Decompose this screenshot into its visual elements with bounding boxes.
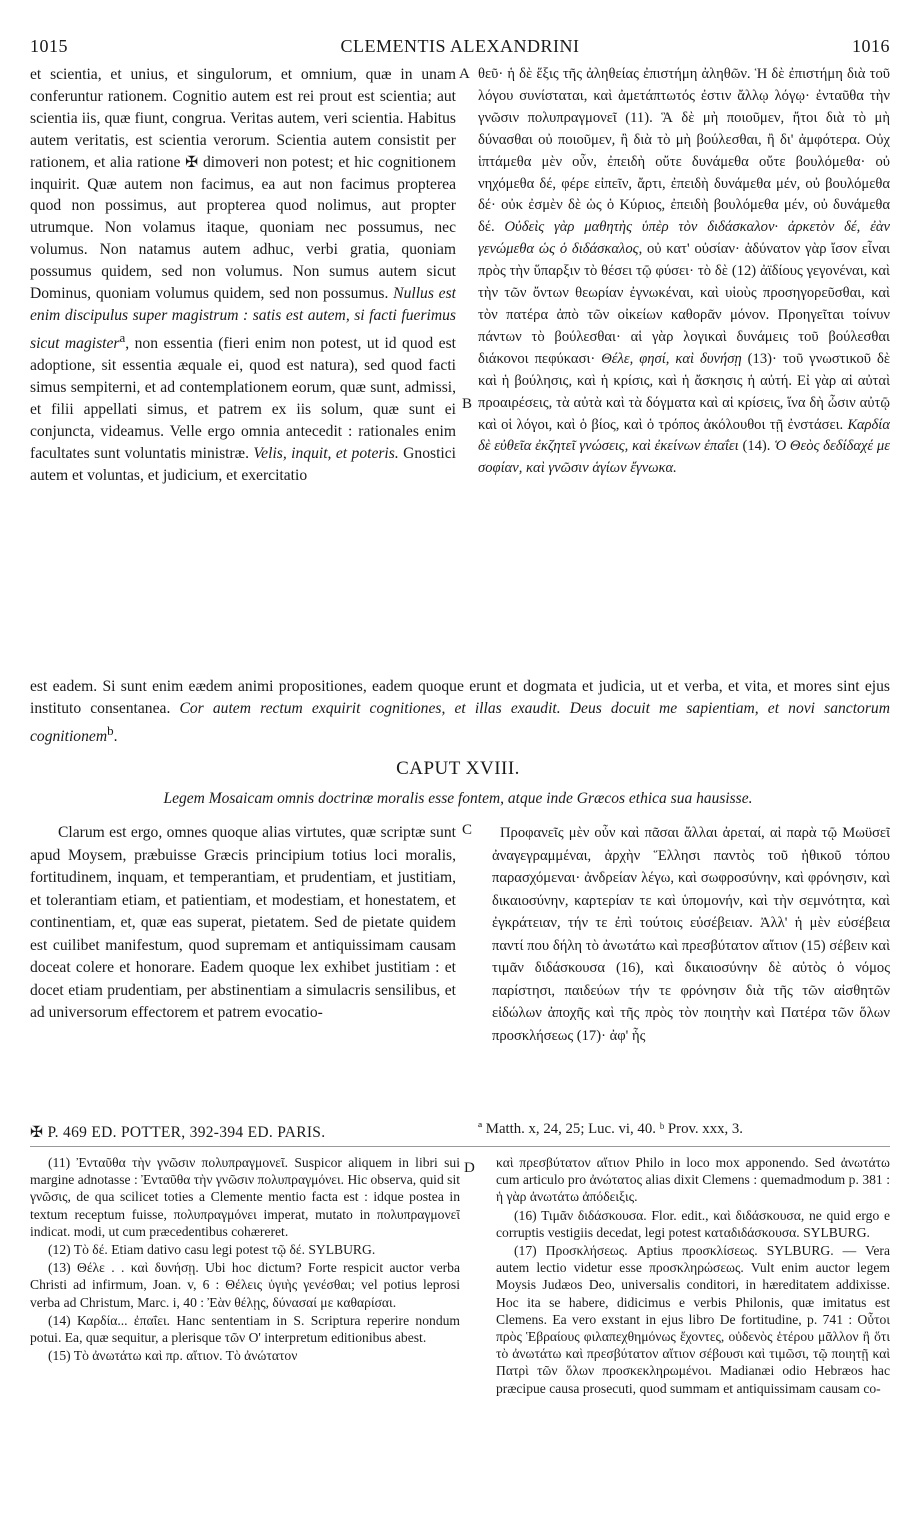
latin-paragraph: et scientia, et unius, et singulorum, et omnium, quæ in unam conferuntur rationem. Cognitio autem est rei prout est scientia; aut scientia iis, quæ fiunt, congrua. Veritas autem, veri scientia. Habitus autem veritatis, est scientia verorum. Scientia autem consistit per rationem, et alia ratione ✠ dimoveri non potest; et hic cognitionem inquirit. Quæ autem non facimus, ea aut non facimus propterea quod non possimus, aut propterea quod nolimus, aut propter utrumque. Non volamus itaque, quoniam nec possumus, nec volumus. Non natamus autem adhuc, verbi gratia, quoniam possumus quidem, sed non volumus. Non sumus autem sicut Dominus, quoniam volumus quidem, sed non possumus. Nullus est enim discipulus super magistrum : satis est autem, si facti fuerimus sicut magister$^a$, non essentia (fieri enim non potest, ut id quod est adoptione, sit essentia æquale ei, quod est natura), sed quod facti simus sempiterni, et ad contemplationem eorum, quæ sunt, admissi, et filii appellati simus, et patrem ex iis solum, quæ sunt ei conjuncta, videamus. Velle ergo omnia antecedit : rationales enim facultates sunt voluntatis ministræ. Velis, inquit, et poteris. Gnostici autem et voluntas, et judicium, et exercitatio: [30, 66, 456, 484]
footnote: (12) Τὸ δέ. Etiam dativo casu legi potest τῷ δέ. SYLBURG.: [48, 1242, 376, 1258]
running-title: CLEMENTIS ALEXANDRINI: [340, 36, 580, 56]
latin-column-2: [30, 822, 456, 1025]
scripture-references: ª Matth. x, 24, 25; Luc. vi, 40. ᵇ Prov. xxx, 3.: [478, 1121, 743, 1137]
margin-mark-b: B: [462, 396, 473, 412]
latin-full-width-continuation: est eadem. Si sunt enim eædem animi propositiones, eadem quoque erunt et dogmata et judicia, ut et verba, et vita, et mores sint ejus instituto consentanea. Cor autem rectum exquirit cognitiones, et illas exaudit. Deus docuit me sapientiam, et novi sanctorum cognitionem$^b$.: [30, 678, 890, 745]
running-header: [30, 36, 890, 62]
latin-quote: Cor autem rectum exquirit cognitiones, et illas exaudit. Deus docuit me sapientiam, et novi sanctorum cognitionem: [30, 699, 890, 745]
latin-quote: Nullus est enim discipulus super magistrum : satis est autem, si facti fuerimus sicut magister: [30, 285, 456, 353]
latin-paragraph: Clarum est ergo, omnes quoque alias virtutes, quæ scriptæ sunt apud Moysem, præbuisse Græcis principium totius loci moralis, fortitudinem, inquam, et temperantiam, et prudentiam, et justitiam, et tolerantiam etiam, et patientiam, et modestiam, et honestatem, et continentiam, et, quæ eas superat, pietatem. Sed de pietate quidem est cuilibet manifestum, quod supremam et antiquissimam causam doceat colere et honorare. Eadem quoque lex exhibet justitiam : et docet etiam prudentiam, per abstinentiam a simulacris sensilibus, et ad universorum effectorem et patrem evocatio-: [30, 824, 456, 1021]
greek-quote: Καρδία δὲ εὐθεῖα ἐκζητεῖ γνώσεις, καὶ ἐκείνων ἐπαΐει: [478, 416, 890, 455]
greek-column-2: [492, 822, 890, 1047]
greek-paragraph: θεῦ· ἡ δὲ ἕξις τῆς ἀληθείας ἐπιστήμη ἀληθῶν. Ἡ δὲ ἐπιστήμη διὰ τοῦ λόγου συνίσταται, καὶ ἀμετάπτωτός ἐστιν ἄλλῳ λόγῳ· ἐνταῦθα τὴν γνῶσιν πολυπραγμονεῖ (11). Ἃ δὲ μὴ ποιοῦμεν, ἤτοι διὰ τὸ μὴ δύνασθαι οὐ ποιοῦμεν, ἢ διὰ τὸ μὴ βούλεσθαι, ἢ δι' ἀμφότερα. Οὐχ ἱπτάμεθα μὲν οὖν, ἐπειδὴ οὔτε δυνάμεθα οὔτε βουλόμεθα· οὐ νηχόμεθα δέ, φέρε εἰπεῖν, ἄρτι, ἐπειδὴ δυνάμεθα μέν, οὐ βουλόμεθα δέ· οὐκ ἐσμὲν δὲ ὡς ὁ Κύριος, ἐπειδὴ βουλόμεθα μέν, οὐ δυνάμεθα δέ. Οὐδεὶς γὰρ μαθητὴς ὑπὲρ τὸν διδάσκαλον· ἀρκετὸν δέ, ἐὰν γενώμεθα ὡς ὁ διδάσκαλος, οὐ κατ' οὐσίαν· ἀδύνατον γὰρ ἴσον εἶναι πρὸς τὴν ὕπαρξιν τὸ θέσει τῷ φύσει· τὸ δὲ (12) ἀϊδίους γεγονέναι, καὶ τὴν τῶν ὄντων θεωρίαν ἐγνωκέναι, καὶ υἱοὺς προσηγορεῦσθαι, καὶ τὸν πατέρα ἀπὸ τῶν οἰκείων καθορᾶν μόνον. Προηγεῖται τοίνυν πάντων τὸ βούλεσθαι· αἱ γὰρ λογικαὶ δυνάμεις τοῦ βούλεσθαι διάκονοι πεφύκασι· Θέλε, φησί, καὶ δυνήσῃ (13)· τοῦ γνωστικοῦ δὲ καὶ ἡ βούλησις, καὶ ἡ κρίσις, καὶ ἡ ἄσκησις ἡ αὐτή. Εἰ γὰρ αἱ αὐταὶ προαιρέσεις, τὰ αὐτὰ καὶ τὰ δόγματα καὶ αἱ κρίσεις, ἵνα δὴ ὦσιν αὐτῷ καὶ οἱ λόγοι, καὶ ὁ βίος, καὶ ὁ τρόπος ἀκόλουθοι τῇ ἐνστάσει. Καρδία δὲ εὐθεῖα ἐκζητεῖ γνώσεις, καὶ ἐκείνων ἐπαΐει (14). Ὁ Θεὸς δεδίδαχέ με σοφίαν, καὶ γνῶσιν ἁγίων ἔγνωκα.: [478, 66, 890, 477]
greek-quote: Ὁ Θεὸς δεδίδαχέ με σοφίαν, καὶ γνῶσιν ἁγίων ἔγνωκα.: [478, 438, 890, 477]
footnote: (17) Προσκλήσεως. Aptius προσκλίσεως. SYLBURG. — Vera autem lectio videtur esse προσκληρώσεως. Vult enim auctor legem Moysis Judæos Deo, universalis conditori, in hæreditatem addixisse. Hoc ita se habere, didicimus e verbis Philonis, quæ imitatus est Clemens. Ea vero exstant in ejus libro De fortitudine, p. 741 : Οὗτοι πρὸς Ἑβραίους φιλαπεχθημόνως ἔχοντες, οὐδενὸς ἑτέρου μᾶλλον ἢ ὅτι τὸ ἀνωτάτω καὶ πρεσβύτατον αἴτιον σέβουσι καὶ τιμῶσι, τῷ ποιητῇ καὶ Πατρὶ τῶν ὅλων προσκεκληρωμένοι. Madianæi odio Hebræos hac præcipue causa prosecuti, quod summam et antiquissimam causam co-: [496, 1243, 890, 1396]
margin-mark-d: D: [464, 1160, 475, 1176]
footnotes-right: [496, 1154, 890, 1398]
margin-mark-a: A: [459, 66, 470, 82]
footnote: (13) Θέλε . . καὶ δυνήσῃ. Ubi hoc dictum? Forte respicit auctor verba Christi ad infirmum, Joan. v, 6 : Θέλεις ὑγιὴς γενέσθαι; vel potius leprosi verba ad Christum, Marc. i, 40 : Ἐὰν θέλῃς, δύνασαί με καθαρίσαι.: [30, 1260, 460, 1310]
footnote-divider: [30, 1146, 890, 1147]
footnote-ref-a: a: [119, 329, 126, 345]
edition-reference: ✠ P. 469 ED. POTTER, 392-394 ED. PARIS.: [30, 1124, 326, 1141]
chapter-subtitle: Legem Mosaicam omnis doctrinæ moralis esse fontem, atque inde Græcos ethica sua hausisse.: [163, 790, 753, 807]
margin-mark-c: C: [462, 822, 473, 838]
greek-quote: Οὐδεὶς γὰρ μαθητὴς ὑπὲρ τὸν διδάσκαλον· ἀρκετὸν δέ, ἐὰν γενώμεθα ὡς ὁ διδάσκαλος: [478, 219, 890, 258]
footnote: (14) Καρδία... ἐπαΐει. Hanc sententiam in S. Scriptura reperire nondum potui. Ea, quæ sequitur, a plerisque τῶν Ο' interpretum editionibus abest.: [30, 1312, 460, 1346]
latin-column-1: [30, 64, 456, 486]
greek-paragraph: Προφανεῖς μὲν οὖν καὶ πᾶσαι ἄλλαι ἀρεταί, αἱ παρὰ τῷ Μωϋσεῖ ἀναγεγραμμέναι, ἀρχὴν Ἕλλησι παντὸς τοῦ ἠθικοῦ τόπου παρασχόμεναι· ἀνδρείαν λέγω, καὶ σωφροσύνην, καὶ φρόνησιν, καὶ δικαιοσύνην, καρτερίαν τε καὶ ὑπομονήν, καὶ τὴν σεμνότητα, καὶ ἐγκράτειαν, τήν τε ἐπὶ τούτοις εὐσέβειαν. Ἀλλ' ἡ μὲν εὐσέβεια παντί που δήλη τὸ ἀνωτάτω καὶ πρεσβύτατον αἴτιον (15) σέβειν καὶ τιμᾶν διδάσκουσα (16), καὶ δικαιοσύνην δὲ αὐτὸς ὁ νόμος παρίστησι, παιδεύων τήν τε φρόνησιν διὰ τῆς τῶν αἰσθητῶν εἰδώλων ἀποχῆς καὶ τῆς πρὸς τὸν ποιητὴν καὶ Πατέρα τῶν ὅλων προσκλήσεως (17)· ἀφ' ἧς: [492, 825, 890, 1044]
footnote: (15) Τὸ ἀνωτάτω καὶ πρ. αἴτιον. Τὸ ἀνώτατον: [48, 1348, 298, 1364]
footnote-ref-b: b: [107, 722, 114, 738]
greek-column-1: [478, 64, 890, 480]
page-number-left: 1015: [30, 36, 68, 56]
latin-quote: Velis, inquit, et poteris.: [253, 444, 399, 462]
greek-quote: Θέλε, φησί, καὶ δυνήσῃ: [601, 350, 742, 367]
page-number-right: 1016: [852, 36, 890, 56]
footnote: καὶ πρεσβύτατον αἴτιον Philo in loco mox apponendo. Sed ἀνωτάτω cum articulo pro ἀνώτατος alias dixit Clemens : quemadmodum p. 381 : ἡ γὰρ ἀνωτάτω ἀπόδειξις.: [496, 1155, 890, 1205]
footnote: (11) Ἐνταῦθα τὴν γνῶσιν πολυπραγμονεῖ. Suspicor aliquem in libri sui margine adnotasse : Ἐνταῦθα τὴν γνῶσιν πολυπραγμόνει. Hic observa, quid sit γνῶσις, de qua scilicet toties a Clemente mentio facta est : idque postea in textum receptum fuisse, πολυπραγμόνει imperat, mutato in πολυπραγμονεῖ indicat. modi, ut cum præcedentibus cohæreret.: [30, 1155, 460, 1239]
footnotes-left: [30, 1154, 460, 1365]
chapter-title: CAPUT XVIII.: [396, 758, 520, 779]
footnote: (16) Τιμᾶν διδάσκουσα. Flor. edit., καὶ διδάσκουσα, ne quid ergo e corruptis vestigiis decedat, legi potest καταδιδάσκουσα. SYLBURG.: [496, 1207, 890, 1240]
